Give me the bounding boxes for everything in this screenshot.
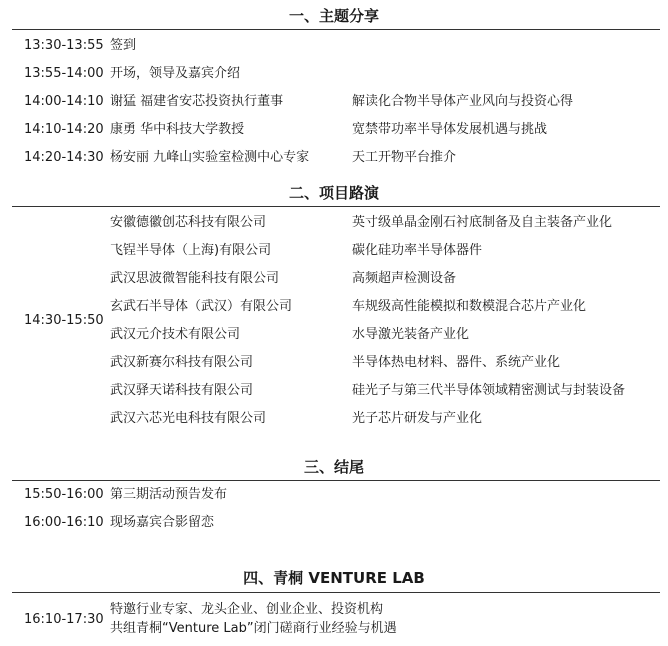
agenda-topic: 天工开物平台推介 <box>352 150 457 165</box>
roadshow-company: 武汉元介技术有限公司 <box>110 327 241 342</box>
agenda-item: 现场嘉宾合影留恋 <box>110 515 215 530</box>
section-divider <box>12 592 660 593</box>
agenda-time: 13:55-14:00 <box>24 66 104 81</box>
agenda-item: 签到 <box>110 38 137 53</box>
roadshow-project: 水导激光装备产业化 <box>352 327 470 342</box>
venture-lab-line: 特邀行业专家、龙头企业、创业企业、投资机构 <box>110 602 384 617</box>
roadshow-project: 半导体热电材料、器件、系统产业化 <box>352 355 561 370</box>
section-title-roadshow: 二、项目路演 <box>288 184 379 202</box>
agenda-time: 15:50-16:00 <box>24 487 104 502</box>
roadshow-company: 武汉驿天诺科技有限公司 <box>110 383 254 398</box>
roadshow-project: 车规级高性能模拟和数模混合芯片产业化 <box>352 299 587 314</box>
agenda-item: 第三期活动预告发布 <box>110 487 228 502</box>
agenda-speaker: 康勇 华中科技大学教授 <box>110 122 245 137</box>
roadshow-project: 光子芯片研发与产业化 <box>352 411 483 426</box>
roadshow-project: 硅光子与第三代半导体领域精密测试与封装设备 <box>352 383 626 398</box>
roadshow-company: 飞锃半导体（上海)有限公司 <box>110 243 272 258</box>
section-divider <box>12 29 660 30</box>
roadshow-project: 碳化硅功率半导体器件 <box>352 243 483 258</box>
agenda-time: 14:20-14:30 <box>24 150 104 165</box>
agenda-time: 14:10-14:20 <box>24 122 104 137</box>
agenda-topic: 宽禁带功率半导体发展机遇与挑战 <box>352 122 548 137</box>
roadshow-time: 14:30-15:50 <box>24 313 104 328</box>
agenda-time: 16:10-17:30 <box>24 612 104 627</box>
section-title-venture-lab: 四、青桐 VENTURE LAB <box>243 569 425 587</box>
agenda-time: 13:30-13:55 <box>24 38 104 53</box>
roadshow-company: 安徽德徽创芯科技有限公司 <box>110 215 267 230</box>
agenda-topic: 解读化合物半导体产业风向与投资心得 <box>352 94 574 109</box>
agenda-item: 开场，领导及嘉宾介绍 <box>110 66 241 81</box>
roadshow-project: 高频超声检测设备 <box>352 271 457 286</box>
roadshow-project: 英寸级单晶金刚石衬底制备及自主装备产业化 <box>352 215 613 230</box>
section-divider <box>12 480 660 481</box>
agenda-speaker: 谢猛 福建省安芯投资执行董事 <box>110 94 284 109</box>
section-title-theme-sharing: 一、主题分享 <box>288 7 379 25</box>
agenda-speaker: 杨安丽 九峰山实验室检测中心专家 <box>110 150 310 165</box>
venture-lab-line: 共组青桐“Venture Lab”闭门磋商行业经验与机遇 <box>110 621 397 636</box>
roadshow-company: 玄武石半导体（武汉）有限公司 <box>110 299 293 314</box>
roadshow-company: 武汉六芯光电科技有限公司 <box>110 411 267 426</box>
roadshow-company: 武汉思波微智能科技有限公司 <box>110 271 280 286</box>
section-divider <box>12 206 660 207</box>
section-title-closing: 三、结尾 <box>303 458 364 476</box>
agenda-time: 16:00-16:10 <box>24 515 104 530</box>
agenda-time: 14:00-14:10 <box>24 94 104 109</box>
roadshow-company: 武汉新赛尔科技有限公司 <box>110 355 254 370</box>
